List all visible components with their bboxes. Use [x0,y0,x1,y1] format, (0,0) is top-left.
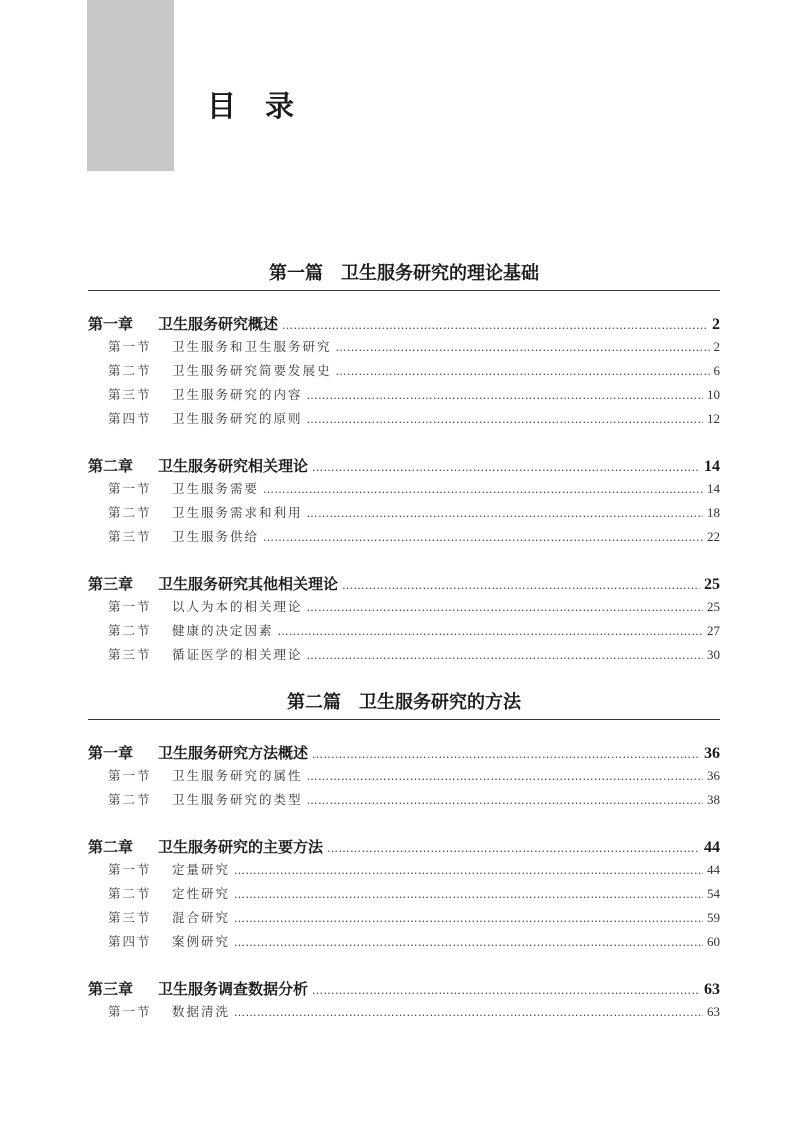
section-number: 第一节 [108,1004,152,1019]
section-page-number: 27 [707,623,720,638]
dot-leader [307,413,703,426]
dot-leader [307,794,703,807]
dot-leader [234,888,703,901]
chapter-number: 第二章 [88,838,134,856]
chapter-entry[interactable] [88,978,720,1002]
section-entry[interactable] [88,409,720,433]
chapter-number: 第三章 [88,575,134,593]
section-title: 卫生服务需求和利用 [172,505,303,520]
section-entry[interactable] [88,766,720,790]
section-number: 第二节 [108,623,152,638]
section-page-number: 12 [707,411,720,426]
section-page-number: 38 [707,792,720,807]
dot-leader [307,389,703,402]
section-entry[interactable] [88,527,720,551]
section-page-number: 59 [707,910,720,925]
section-entry[interactable] [88,908,720,932]
section-entry[interactable] [88,503,720,527]
section-number: 第一节 [108,339,152,354]
section-title: 卫生服务研究的属性 [172,768,303,783]
dot-leader [307,601,703,614]
page-title: 目 录 [207,89,295,123]
toc-chapter [88,455,720,551]
chapter-number: 第三章 [88,980,134,998]
section-title: 定性研究 [172,886,231,901]
section-title: 以人为本的相关理论 [172,599,303,614]
section-page-number: 22 [707,529,720,544]
section-number: 第三节 [108,529,152,544]
dot-leader [263,531,703,544]
dot-leader [234,936,703,949]
chapter-title: 卫生服务研究方法概述 [158,744,309,762]
section-entry[interactable] [88,790,720,814]
toc-chapter [88,836,720,956]
chapter-entry[interactable] [88,742,720,766]
table-of-contents [88,260,720,1026]
toc-part [88,689,720,1026]
dot-leader [234,912,703,925]
toc-chapter [88,573,720,669]
section-number: 第三节 [108,910,152,925]
section-number: 第二节 [108,792,152,807]
section-title: 数据清洗 [172,1004,231,1019]
chapter-entry[interactable] [88,836,720,860]
section-number: 第二节 [108,505,152,520]
section-page-number: 60 [707,934,720,949]
section-entry[interactable] [88,645,720,669]
section-page-number: 30 [707,647,720,662]
dot-leader [312,461,700,474]
section-title: 循证医学的相关理论 [172,647,303,662]
chapter-entry[interactable] [88,455,720,479]
dot-leader [234,864,703,877]
chapter-entry[interactable] [88,573,720,597]
dot-leader [342,579,700,592]
section-entry[interactable] [88,932,720,956]
part-title: 第一篇 卫生服务研究的理论基础 [88,260,720,291]
dot-leader [307,507,703,520]
section-title: 卫生服务研究简要发展史 [172,363,332,378]
toc-chapter [88,313,720,433]
chapter-page-number: 36 [704,745,720,762]
chapter-title: 卫生服务研究概述 [158,315,279,333]
toc-part [88,260,720,669]
dot-leader [278,625,703,638]
section-entry[interactable] [88,361,720,385]
section-title: 混合研究 [172,910,231,925]
chapter-page-number: 63 [704,981,720,998]
chapter-title: 卫生服务研究其他相关理论 [158,575,339,593]
section-page-number: 54 [707,886,720,901]
chapter-title: 卫生服务研究的主要方法 [158,838,324,856]
chapter-number: 第一章 [88,315,134,333]
section-number: 第三节 [108,647,152,662]
chapter-page-number: 25 [704,576,720,593]
decorative-gray-block [87,0,174,171]
section-number: 第四节 [108,411,152,426]
section-title: 案例研究 [172,934,231,949]
dot-leader [307,770,703,783]
chapter-page-number: 14 [704,458,720,475]
section-page-number: 25 [707,599,720,614]
section-title: 卫生服务和卫生服务研究 [172,339,332,354]
chapter-page-number: 2 [712,316,720,333]
part-title: 第二篇 卫生服务研究的方法 [88,689,720,720]
dot-leader [263,483,703,496]
dot-leader [312,748,700,761]
section-entry[interactable] [88,337,720,361]
dot-leader [336,341,710,354]
chapter-page-number: 44 [704,839,720,856]
section-page-number: 10 [707,387,720,402]
section-title: 卫生服务供给 [172,529,260,544]
dot-leader [312,984,700,997]
toc-chapter [88,978,720,1026]
section-number: 第二节 [108,363,152,378]
section-number: 第一节 [108,481,152,496]
dot-leader [234,1006,703,1019]
dot-leader [327,842,700,855]
dot-leader [282,319,708,332]
chapter-entry[interactable] [88,313,720,337]
section-title: 卫生服务研究的原则 [172,411,303,426]
section-page-number: 2 [713,339,720,354]
section-entry[interactable] [88,479,720,503]
section-entry[interactable] [88,884,720,908]
section-title: 卫生服务研究的内容 [172,387,303,402]
section-title: 卫生服务需要 [172,481,260,496]
section-number: 第三节 [108,387,152,402]
section-number: 第一节 [108,599,152,614]
section-title: 卫生服务研究的类型 [172,792,303,807]
section-page-number: 6 [713,363,720,378]
section-number: 第四节 [108,934,152,949]
chapter-title: 卫生服务研究相关理论 [158,457,309,475]
chapter-number: 第二章 [88,457,134,475]
section-title: 定量研究 [172,862,231,877]
section-entry[interactable] [88,597,720,621]
toc-chapter [88,742,720,814]
chapter-title: 卫生服务调查数据分析 [158,980,309,998]
dot-leader [307,649,703,662]
section-page-number: 44 [707,862,720,877]
section-page-number: 63 [707,1004,720,1019]
dot-leader [336,365,710,378]
section-entry[interactable] [88,1002,720,1026]
chapter-number: 第一章 [88,744,134,762]
section-entry[interactable] [88,385,720,409]
section-title: 健康的决定因素 [172,623,274,638]
section-page-number: 36 [707,768,720,783]
section-number: 第一节 [108,862,152,877]
section-number: 第一节 [108,768,152,783]
section-number: 第二节 [108,886,152,901]
section-page-number: 18 [707,505,720,520]
section-entry[interactable] [88,621,720,645]
section-entry[interactable] [88,860,720,884]
section-page-number: 14 [707,481,720,496]
